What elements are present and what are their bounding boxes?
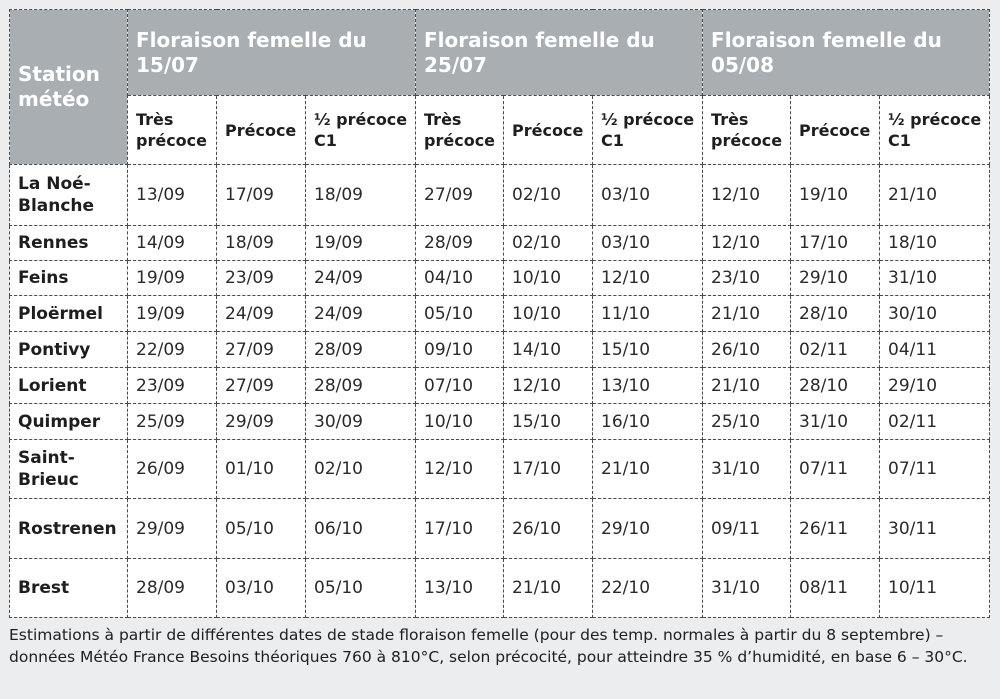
date-cell: 02/10 — [504, 226, 593, 261]
date-cell: 28/09 — [128, 559, 217, 618]
date-cell: 25/09 — [128, 404, 217, 440]
date-cell: 22/09 — [128, 332, 217, 368]
table-row — [10, 404, 990, 440]
date-cell: 13/09 — [128, 165, 217, 226]
footnote: Estimations à partir de différentes dates de stade floraison femelle (pour des temp. normales à partir du 8 septembre) – données Météo France Besoins théoriques 760 à 810°C, selon précocité, pour atteindre 35 % d’humidité, en base 6 – 30°C. — [9, 626, 968, 666]
date-cell: 15/10 — [593, 332, 703, 368]
date-cell: 31/10 — [880, 261, 990, 296]
date-cell: 02/10 — [504, 165, 593, 226]
date-cell: 25/10 — [703, 404, 791, 440]
date-cell: 09/10 — [416, 332, 504, 368]
date-cell: 17/10 — [504, 440, 593, 499]
date-cell: 28/09 — [416, 226, 504, 261]
date-cell: 27/09 — [217, 368, 306, 404]
flowering-dates-table — [9, 9, 990, 618]
date-cell: 03/10 — [217, 559, 306, 618]
date-cell: 10/10 — [416, 404, 504, 440]
date-cell: 24/09 — [306, 296, 416, 332]
date-cell: 10/10 — [504, 296, 593, 332]
date-cell: 24/09 — [306, 261, 416, 296]
date-cell: 18/09 — [217, 226, 306, 261]
date-cell: 26/10 — [703, 332, 791, 368]
date-cell: 07/10 — [416, 368, 504, 404]
date-cell: 10/11 — [880, 559, 990, 618]
date-cell: 05/10 — [416, 296, 504, 332]
date-cell: 17/10 — [791, 226, 880, 261]
station-header: Station météo — [10, 10, 128, 165]
date-cell: 08/11 — [791, 559, 880, 618]
table-body — [10, 165, 990, 618]
table-row — [10, 261, 990, 296]
subheader-tres-precoce: Très précoce — [128, 96, 217, 165]
table-row — [10, 499, 990, 559]
group-header-25-07: Floraison femelle du 25/07 — [416, 10, 703, 96]
date-cell: 10/10 — [504, 261, 593, 296]
group-header-15-07: Floraison femelle du 15/07 — [128, 10, 416, 96]
date-cell: 27/09 — [217, 332, 306, 368]
date-cell: 13/10 — [593, 368, 703, 404]
date-cell: 07/11 — [880, 440, 990, 499]
station-name: Saint-Brieuc — [10, 440, 128, 499]
group-header-05-08: Floraison femelle du 05/08 — [703, 10, 990, 96]
date-cell: 12/10 — [504, 368, 593, 404]
station-name: Rostrenen — [10, 499, 128, 559]
subheader-tres-precoce: Très précoce — [416, 96, 504, 165]
date-cell: 28/10 — [791, 296, 880, 332]
date-cell: 17/10 — [416, 499, 504, 559]
date-cell: 30/11 — [880, 499, 990, 559]
date-cell: 29/10 — [880, 368, 990, 404]
subheader-tres-precoce: Très précoce — [703, 96, 791, 165]
date-cell: 29/10 — [593, 499, 703, 559]
date-cell: 27/09 — [416, 165, 504, 226]
date-cell: 09/11 — [703, 499, 791, 559]
date-cell: 23/09 — [217, 261, 306, 296]
date-cell: 26/10 — [504, 499, 593, 559]
date-cell: 29/09 — [217, 404, 306, 440]
date-cell: 18/09 — [306, 165, 416, 226]
date-cell: 31/10 — [791, 404, 880, 440]
station-name: La Noé-Blanche — [10, 165, 128, 226]
table-row — [10, 165, 990, 226]
date-cell: 21/10 — [703, 368, 791, 404]
table-row — [10, 440, 990, 499]
date-cell: 21/10 — [593, 440, 703, 499]
date-cell: 29/09 — [128, 499, 217, 559]
date-cell: 03/10 — [593, 165, 703, 226]
date-cell: 30/10 — [880, 296, 990, 332]
table-row — [10, 559, 990, 618]
station-name: Feins — [10, 261, 128, 296]
date-cell: 28/09 — [306, 332, 416, 368]
date-cell: 23/10 — [703, 261, 791, 296]
date-cell: 31/10 — [703, 559, 791, 618]
date-cell: 21/10 — [880, 165, 990, 226]
date-cell: 14/09 — [128, 226, 217, 261]
date-cell: 31/10 — [703, 440, 791, 499]
date-cell: 02/11 — [791, 332, 880, 368]
subheader-demi-precoce: ½ précoce C1 — [306, 96, 416, 165]
date-cell: 17/09 — [217, 165, 306, 226]
date-cell: 05/10 — [217, 499, 306, 559]
date-cell: 05/10 — [306, 559, 416, 618]
date-cell: 12/10 — [416, 440, 504, 499]
date-cell: 04/10 — [416, 261, 504, 296]
table-row — [10, 296, 990, 332]
station-name: Brest — [10, 559, 128, 618]
date-cell: 28/10 — [791, 368, 880, 404]
date-cell: 14/10 — [504, 332, 593, 368]
table-row — [10, 226, 990, 261]
subheader-precoce: Précoce — [504, 96, 593, 165]
date-cell: 29/10 — [791, 261, 880, 296]
date-cell: 23/09 — [128, 368, 217, 404]
date-cell: 02/10 — [306, 440, 416, 499]
subheader-precoce: Précoce — [217, 96, 306, 165]
date-cell: 12/10 — [703, 165, 791, 226]
date-cell: 07/11 — [791, 440, 880, 499]
date-cell: 18/10 — [880, 226, 990, 261]
date-cell: 13/10 — [416, 559, 504, 618]
date-cell: 19/10 — [791, 165, 880, 226]
date-cell: 26/09 — [128, 440, 217, 499]
date-cell: 19/09 — [306, 226, 416, 261]
table-row — [10, 332, 990, 368]
table-row — [10, 368, 990, 404]
date-cell: 12/10 — [703, 226, 791, 261]
date-cell: 12/10 — [593, 261, 703, 296]
date-cell: 26/11 — [791, 499, 880, 559]
date-cell: 28/09 — [306, 368, 416, 404]
subheader-demi-precoce: ½ précoce C1 — [880, 96, 990, 165]
date-cell: 16/10 — [593, 404, 703, 440]
date-cell: 21/10 — [703, 296, 791, 332]
date-cell: 06/10 — [306, 499, 416, 559]
date-cell: 21/10 — [504, 559, 593, 618]
date-cell: 19/09 — [128, 296, 217, 332]
station-name: Ploërmel — [10, 296, 128, 332]
date-cell: 15/10 — [504, 404, 593, 440]
date-cell: 19/09 — [128, 261, 217, 296]
subheader-precoce: Précoce — [791, 96, 880, 165]
station-name: Rennes — [10, 226, 128, 261]
subheader-demi-precoce: ½ précoce C1 — [593, 96, 703, 165]
date-cell: 01/10 — [217, 440, 306, 499]
station-name: Quimper — [10, 404, 128, 440]
date-cell: 30/09 — [306, 404, 416, 440]
date-cell: 03/10 — [593, 226, 703, 261]
date-cell: 24/09 — [217, 296, 306, 332]
date-cell: 02/11 — [880, 404, 990, 440]
date-cell: 22/10 — [593, 559, 703, 618]
station-name: Pontivy — [10, 332, 128, 368]
date-cell: 04/11 — [880, 332, 990, 368]
station-name: Lorient — [10, 368, 128, 404]
date-cell: 11/10 — [593, 296, 703, 332]
